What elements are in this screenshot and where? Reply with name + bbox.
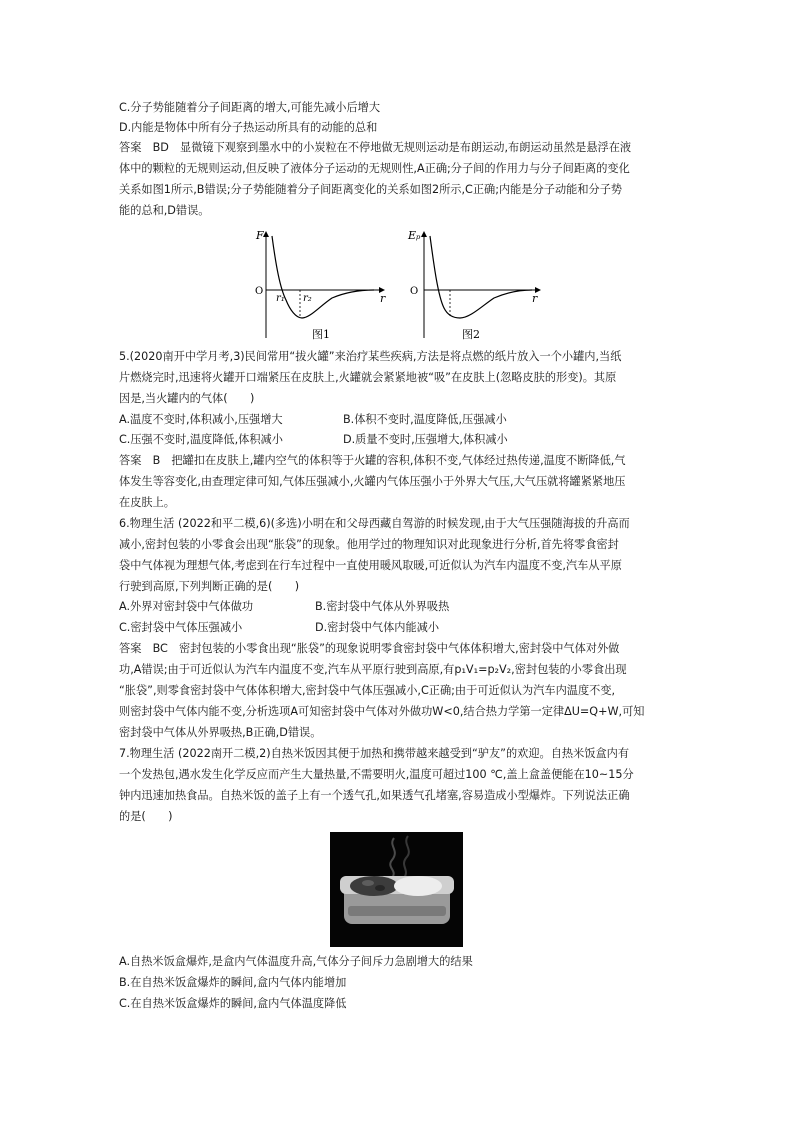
figure-1 [255, 229, 386, 341]
question-5-options-row [119, 433, 508, 447]
fig1-r1-label: r₁ [276, 293, 285, 304]
question-7-option-c: C.在自热米饭盒爆炸的瞬间,盒内气体温度降低 [119, 997, 347, 1010]
question-6-options-row [119, 600, 449, 614]
force-and-potential-figures [250, 226, 550, 348]
question-6-answer: 密封袋中气体从外界吸热,B正确,D错误。 [119, 726, 322, 739]
question-5-answer: 在皮肤上。 [119, 496, 175, 509]
fig1-origin: O [255, 286, 264, 297]
question-5-stem: 5.(2020南开中学月考,3)民间常用“拔火罐”来治疗某些疾病,方法是将点燃的纸片放入一个小罐内,当纸 [119, 350, 622, 363]
question-7-stem: 7.物理生活 (2022南开二模,2)自热米饭因其便于加热和携带越来越受到“驴友”的欢迎。自热米饭盒内有 [119, 747, 630, 760]
option-c-line: C.分子势能随着分子间距离的增大,可能先减小后增大 [119, 101, 381, 114]
answer-line: 答案 BD 显微镜下观察到墨水中的小炭粒在不停地做无规则运动是布朗运动,布朗运动虽然是悬浮在液 [119, 141, 632, 154]
option-d-line: D.内能是物体中所有分子热运动所具有的动能的总和 [119, 121, 378, 134]
question-5-option-b: B.体积不变时,温度降低,压强减小 [343, 413, 507, 426]
question-6-answer: 则密封袋中气体内能不变,分析选项A可知密封袋中气体对外做功W<0,结合热力学第一定律ΔU=Q+W,可知 [119, 705, 645, 718]
question-6-options-row [119, 621, 439, 635]
fig1-x-label: r [380, 292, 386, 305]
question-5-options-row [119, 413, 507, 427]
question-6-stem: 6.物理生活 (2022和平二模,6)(多选)小明在和父母西藏自驾游的时候发现,由于大气压强随海拔的升高而 [119, 517, 630, 530]
question-6-stem: 减小,密封包装的小零食会出现“胀袋”的现象。他用学过的物理知识对此现象进行分析,首先将零食密封 [119, 538, 619, 551]
question-6-answer: 答案 BC 密封包装的小零食出现“胀袋”的现象说明零食密封袋中气体体积增大,密封袋中气体对外做 [119, 642, 620, 655]
question-6-option-c: C.密封袋中气体压强减小 [119, 621, 243, 634]
fig2-origin: O [410, 286, 419, 297]
question-6-option-b: B.密封袋中气体从外界吸热 [315, 600, 450, 613]
question-6-stem: 袋中气体视为理想气体,考虑到在行车过程中一直使用暖风取暖,可近似认为汽车内温度不变,汽车从平原 [119, 559, 622, 572]
fig2-caption: 图2 [462, 328, 480, 341]
question-5-answer: 答案 B 把罐扣在皮肤上,罐内空气的体积等于火罐的容积,体积不变,气体经过热传递,温度不断降低,气 [119, 454, 626, 467]
question-7-stem: 的是( ) [119, 810, 173, 823]
question-5-stem: 片燃烧完时,迅速将火罐开口端紧压在皮肤上,火罐就会紧紧地被“吸”在皮肤上(忽略皮肤的形变)。其原 [119, 371, 617, 384]
fig1-r2-label: r₂ [303, 293, 312, 304]
question-7-option-a: A.自热米饭盒爆炸,是盒内气体温度升高,气体分子间斥力急剧增大的结果 [119, 955, 473, 968]
answer-line: 体中的颗粒的无规则运动,但反映了液体分子运动的无规则性,A正确;分子间的作用力与分子间距离的变化 [119, 162, 630, 175]
question-6-option-a: A.外界对密封袋中气体做功 [119, 600, 254, 613]
question-7-stem: 钟内迅速加热食品。自热米饭的盖子上有一个透气孔,如果透气孔堵塞,容易造成小型爆炸。下列说法正确 [119, 789, 630, 802]
question-6-stem: 行驶到高原,下列判断正确的是( ) [119, 580, 300, 593]
answer-line: 关系如图1所示,B错误;分子势能随着分子间距离变化的关系如图2所示,C正确;内能是分子动能和分子势 [119, 183, 623, 196]
figure-2 [407, 229, 540, 341]
self-heating-rice-photo [330, 832, 463, 947]
fig2-x-label: r [532, 292, 538, 305]
answer-line: 能的总和,D错误。 [119, 204, 210, 217]
question-5-option-a: A.温度不变时,体积减小,压强增大 [119, 413, 283, 426]
question-7-option-b: B.在自热米饭盒爆炸的瞬间,盒内气体内能增加 [119, 976, 347, 989]
question-5-answer: 体发生等容变化,由查理定律可知,气体压强减小,火罐内气体压强小于外界大气压,大气压就将罐紧紧地压 [119, 475, 626, 488]
question-5-option-d: D.质量不变时,压强增大,体积减小 [343, 433, 508, 446]
fig1-y-label: F [256, 229, 264, 242]
fig1-caption: 图1 [312, 328, 330, 341]
question-5-stem: 因是,当火罐内的气体( ) [119, 392, 255, 405]
fig2-y-label: Eₚ [408, 229, 421, 242]
question-6-answer: 功,A错误;由于可近似认为汽车内温度不变,汽车从平原行驶到高原,有p₁V₁=p₂V₂,密封包装的小零食出现 [119, 663, 627, 676]
question-7-stem: 一个发热包,遇水发生化学反应而产生大量热量,不需要明火,温度可超过100 ℃,盖上盒盖便能在10~15分 [119, 768, 634, 781]
question-5-option-c: C.压强不变时,温度降低,体积减小 [119, 433, 283, 446]
question-6-option-d: D.密封袋中气体内能减小 [315, 621, 440, 634]
question-6-answer: “胀袋”,则零食密封袋中气体体积增大,密封袋中气体压强减小,C正确;由于可近似认为汽车内温度不变, [119, 684, 616, 697]
